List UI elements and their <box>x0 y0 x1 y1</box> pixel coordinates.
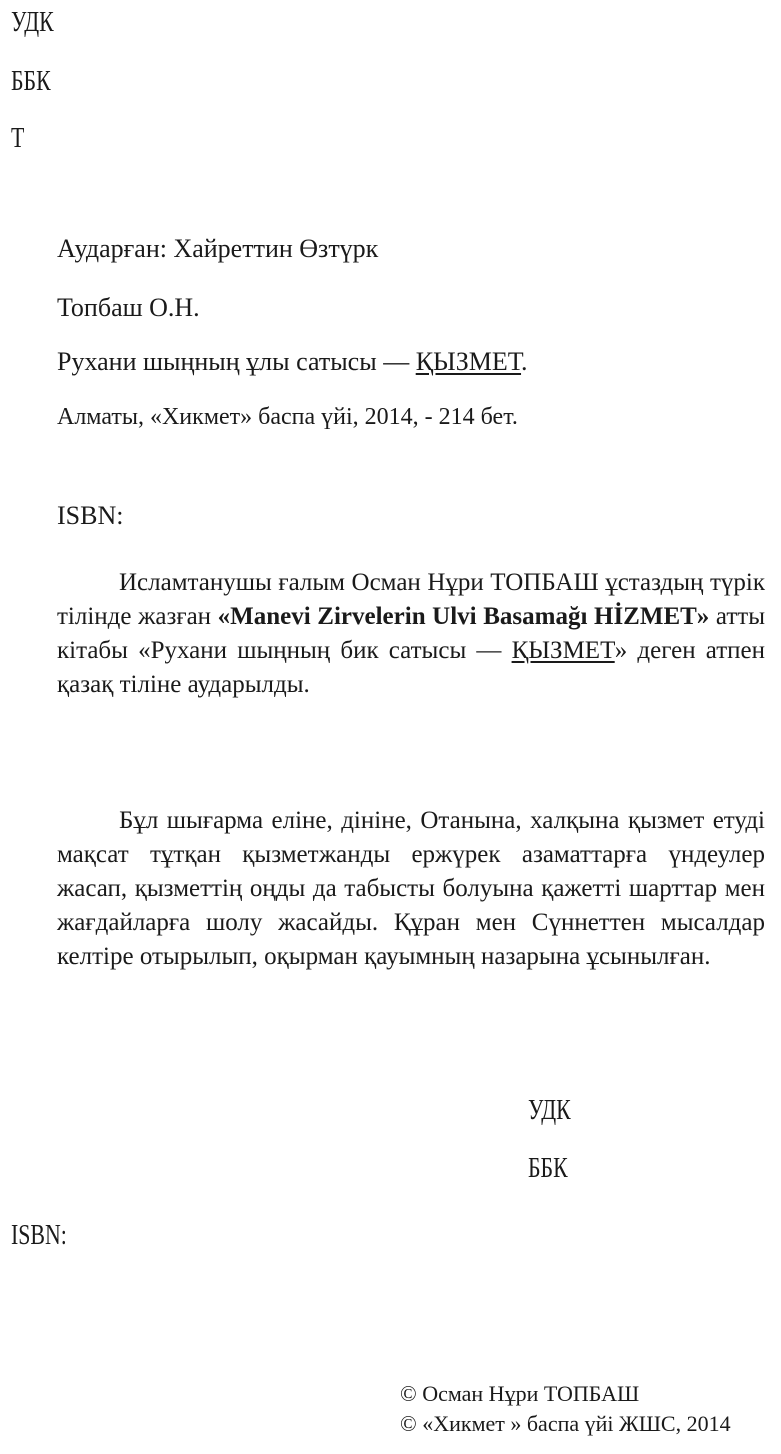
title-prefix: Рухани шыңның ұлы сатысы — <box>57 347 416 376</box>
udk-label-top: УДК <box>11 7 54 38</box>
imprint-line: Алматы, «Хикмет» баспа үйі, 2014, - 214 бет. <box>57 404 518 430</box>
p1-part2: атты кітабы «Рухани шыңның бик сатысы — <box>57 603 765 664</box>
isbn-line: ISBN: <box>57 501 124 530</box>
isbn-label-bottom: ISBN: <box>11 1220 67 1251</box>
copyright-publisher: © «Хикмет » баспа үйі ЖШС, 2014 <box>400 1411 731 1436</box>
t-label-top: Т <box>11 123 25 154</box>
copyright-author: © Осман Нұри ТОПБАШ <box>400 1381 640 1406</box>
p1-part3: » деген атпен қазақ тіліне аударылды. <box>57 637 765 698</box>
annotation-paragraph-1 <box>57 566 765 702</box>
title-main: ҚЫЗМЕТ <box>415 347 522 376</box>
author-line: Топбаш О.Н. <box>57 293 200 322</box>
p1-main-title: ҚЫЗМЕТ <box>511 637 615 664</box>
title-suffix: . <box>521 347 528 376</box>
bbk-label-bottom: ББК <box>528 1153 568 1184</box>
p1-original-title: «Manevi Zirvelerin Ulvi Basamağı HİZMET» <box>217 603 710 630</box>
annotation-paragraph-2: Бұл шығарма еліне, дініне, Отанына, халқына қызмет етуді мақсат тұтқан қызметжанды ержүрек азаматтарға үндеулер жасап, қызметтің оңды да табысты болуына қажетті шарттар мен жағдайларға шолу жасайды. Құран мен Сүннеттен мысалдар келтіре отырылып, оқырман қауымның назарына ұсынылған. <box>57 807 765 970</box>
udk-label-bottom: УДК <box>528 1095 571 1126</box>
title-line <box>57 346 528 378</box>
translator-line: Аударған: Хайреттин Өзтүрк <box>57 234 379 263</box>
p1-part1: Исламтанушы ғалым Осман Нұри ТОПБАШ ұстаздың түрік тілінде жазған <box>57 569 765 630</box>
bbk-label-top: ББК <box>11 66 51 97</box>
